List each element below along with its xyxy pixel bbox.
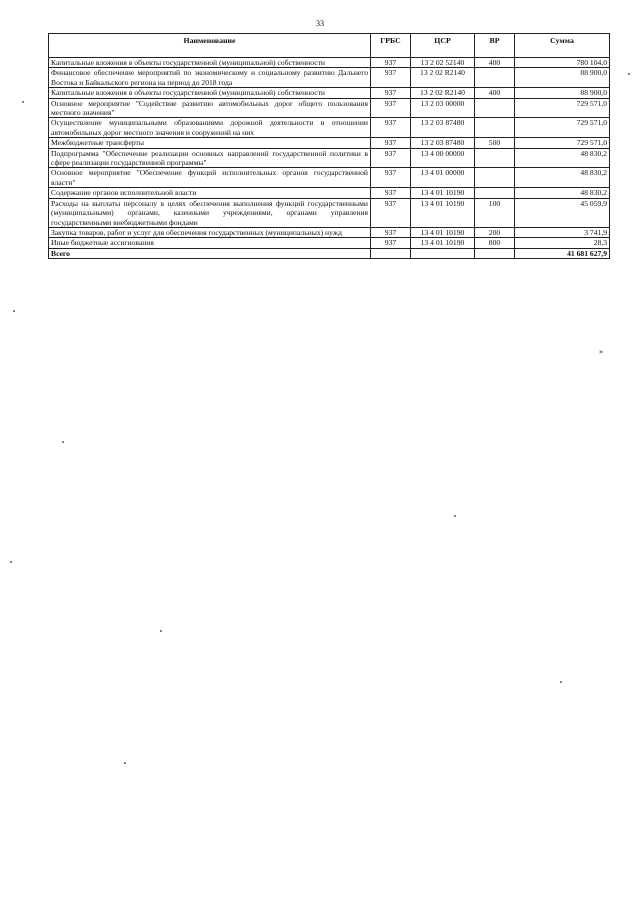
total-sum: 41 681 627,9 [515, 248, 610, 258]
row-csr: 13 4 01 10190 [411, 238, 475, 248]
header-csr: ЦСР [411, 34, 475, 58]
row-sum: 3 741,9 [515, 227, 610, 237]
header-sum: Сумма [515, 34, 610, 58]
row-grbs: 937 [371, 68, 411, 88]
row-sum: 28,3 [515, 238, 610, 248]
table-row [49, 168, 610, 188]
scan-speck [22, 101, 24, 103]
row-name: Межбюджетные трансферты [49, 138, 371, 148]
row-name: Капитальные вложения в объекты государственной (муниципальной) собственности [49, 58, 371, 68]
row-grbs: 937 [371, 88, 411, 98]
table-row [49, 98, 610, 118]
table-header-row [49, 34, 610, 58]
row-sum: 48 830,2 [515, 148, 610, 168]
row-name: Основное мероприятие "Обеспечение функций исполнительных органов государственной власти" [49, 168, 371, 188]
row-name: Финансовое обеспечение мероприятий по экономическому и социальному развитию Дальнего Востока и Байкальского региона на период до 2018 года [49, 68, 371, 88]
row-csr: 13 2 03 87480 [411, 138, 475, 148]
total-vr [475, 248, 515, 258]
row-sum: 45 059,9 [515, 198, 610, 227]
table-row [49, 88, 610, 98]
row-name: Подпрограмма "Обеспечение реализации основных направлений государственной политики в сфере реализации государственной программы" [49, 148, 371, 168]
row-vr: 400 [475, 88, 515, 98]
row-sum: 729 571,0 [515, 98, 610, 118]
scan-speck [13, 310, 15, 312]
scan-speck [62, 441, 64, 443]
row-csr: 13 4 00 00000 [411, 148, 475, 168]
table-row [49, 68, 610, 88]
row-vr: 400 [475, 58, 515, 68]
row-vr: 800 [475, 238, 515, 248]
row-sum: 729 571,0 [515, 118, 610, 138]
total-csr [411, 248, 475, 258]
row-csr: 13 4 01 10190 [411, 188, 475, 198]
budget-table [48, 33, 610, 259]
row-grbs: 937 [371, 58, 411, 68]
table-row [49, 238, 610, 248]
row-vr: 200 [475, 227, 515, 237]
row-name: Закупка товаров, работ и услуг для обеспечения государственных (муниципальных) нужд [49, 227, 371, 237]
scan-speck [628, 73, 630, 75]
row-csr: 13 2 02 R2140 [411, 68, 475, 88]
table-row [49, 148, 610, 168]
row-grbs: 937 [371, 98, 411, 118]
row-csr: 13 4 01 00000 [411, 168, 475, 188]
row-grbs: 937 [371, 138, 411, 148]
row-csr: 13 2 02 R2140 [411, 88, 475, 98]
row-grbs: 937 [371, 198, 411, 227]
row-sum: 729 571,0 [515, 138, 610, 148]
row-grbs: 937 [371, 188, 411, 198]
page-number: 33 [316, 19, 324, 28]
row-name: Осуществление муниципальными образованиями дорожной деятельности в отношении автомобильных дорог местного значения и сооружений на них [49, 118, 371, 138]
row-sum: 48 830,2 [515, 188, 610, 198]
row-csr: 13 4 01 10190 [411, 227, 475, 237]
row-vr: 500 [475, 138, 515, 148]
total-row [49, 248, 610, 258]
row-csr: 13 4 01 10190 [411, 198, 475, 227]
scan-speck [560, 681, 562, 683]
scan-speck [454, 515, 456, 517]
row-name: Иные бюджетные ассигнования [49, 238, 371, 248]
row-vr [475, 188, 515, 198]
row-sum: 88 900,0 [515, 88, 610, 98]
table-row [49, 118, 610, 138]
row-sum: 88 900,0 [515, 68, 610, 88]
header-grbs: ГРБС [371, 34, 411, 58]
total-label: Всего [49, 248, 371, 258]
row-csr: 13 2 03 00000 [411, 98, 475, 118]
table-row [49, 138, 610, 148]
row-vr [475, 148, 515, 168]
total-grbs [371, 248, 411, 258]
row-name: Капитальные вложения в объекты государственной (муниципальной) собственности [49, 88, 371, 98]
row-name: Основное мероприятие "Содействие развитию автомобильных дорог общего пользования местного значения" [49, 98, 371, 118]
scan-speck [10, 561, 12, 563]
row-vr [475, 68, 515, 88]
row-grbs: 937 [371, 148, 411, 168]
row-name: Содержание органов исполнительной власти [49, 188, 371, 198]
row-csr: 13 2 03 87480 [411, 118, 475, 138]
header-name: Наименование [49, 34, 371, 58]
row-grbs: 937 [371, 238, 411, 248]
scan-speck [124, 762, 126, 764]
table-row [49, 188, 610, 198]
continuation-mark: » [599, 347, 603, 356]
row-vr: 100 [475, 198, 515, 227]
row-grbs: 937 [371, 118, 411, 138]
row-sum: 48 830,2 [515, 168, 610, 188]
row-vr [475, 118, 515, 138]
row-csr: 13 2 02 52140 [411, 58, 475, 68]
table-row [49, 58, 610, 68]
table-row [49, 227, 610, 237]
row-sum: 780 104,0 [515, 58, 610, 68]
scan-speck [160, 630, 162, 632]
row-grbs: 937 [371, 227, 411, 237]
row-vr [475, 98, 515, 118]
row-grbs: 937 [371, 168, 411, 188]
header-vr: ВР [475, 34, 515, 58]
table-row [49, 198, 610, 227]
row-name: Расходы на выплаты персоналу в целях обеспечения выполнения функций государственными (муниципальными) органами, казенными учреждениями, органами управления государственными внебюджетными фондами [49, 198, 371, 227]
row-vr [475, 168, 515, 188]
